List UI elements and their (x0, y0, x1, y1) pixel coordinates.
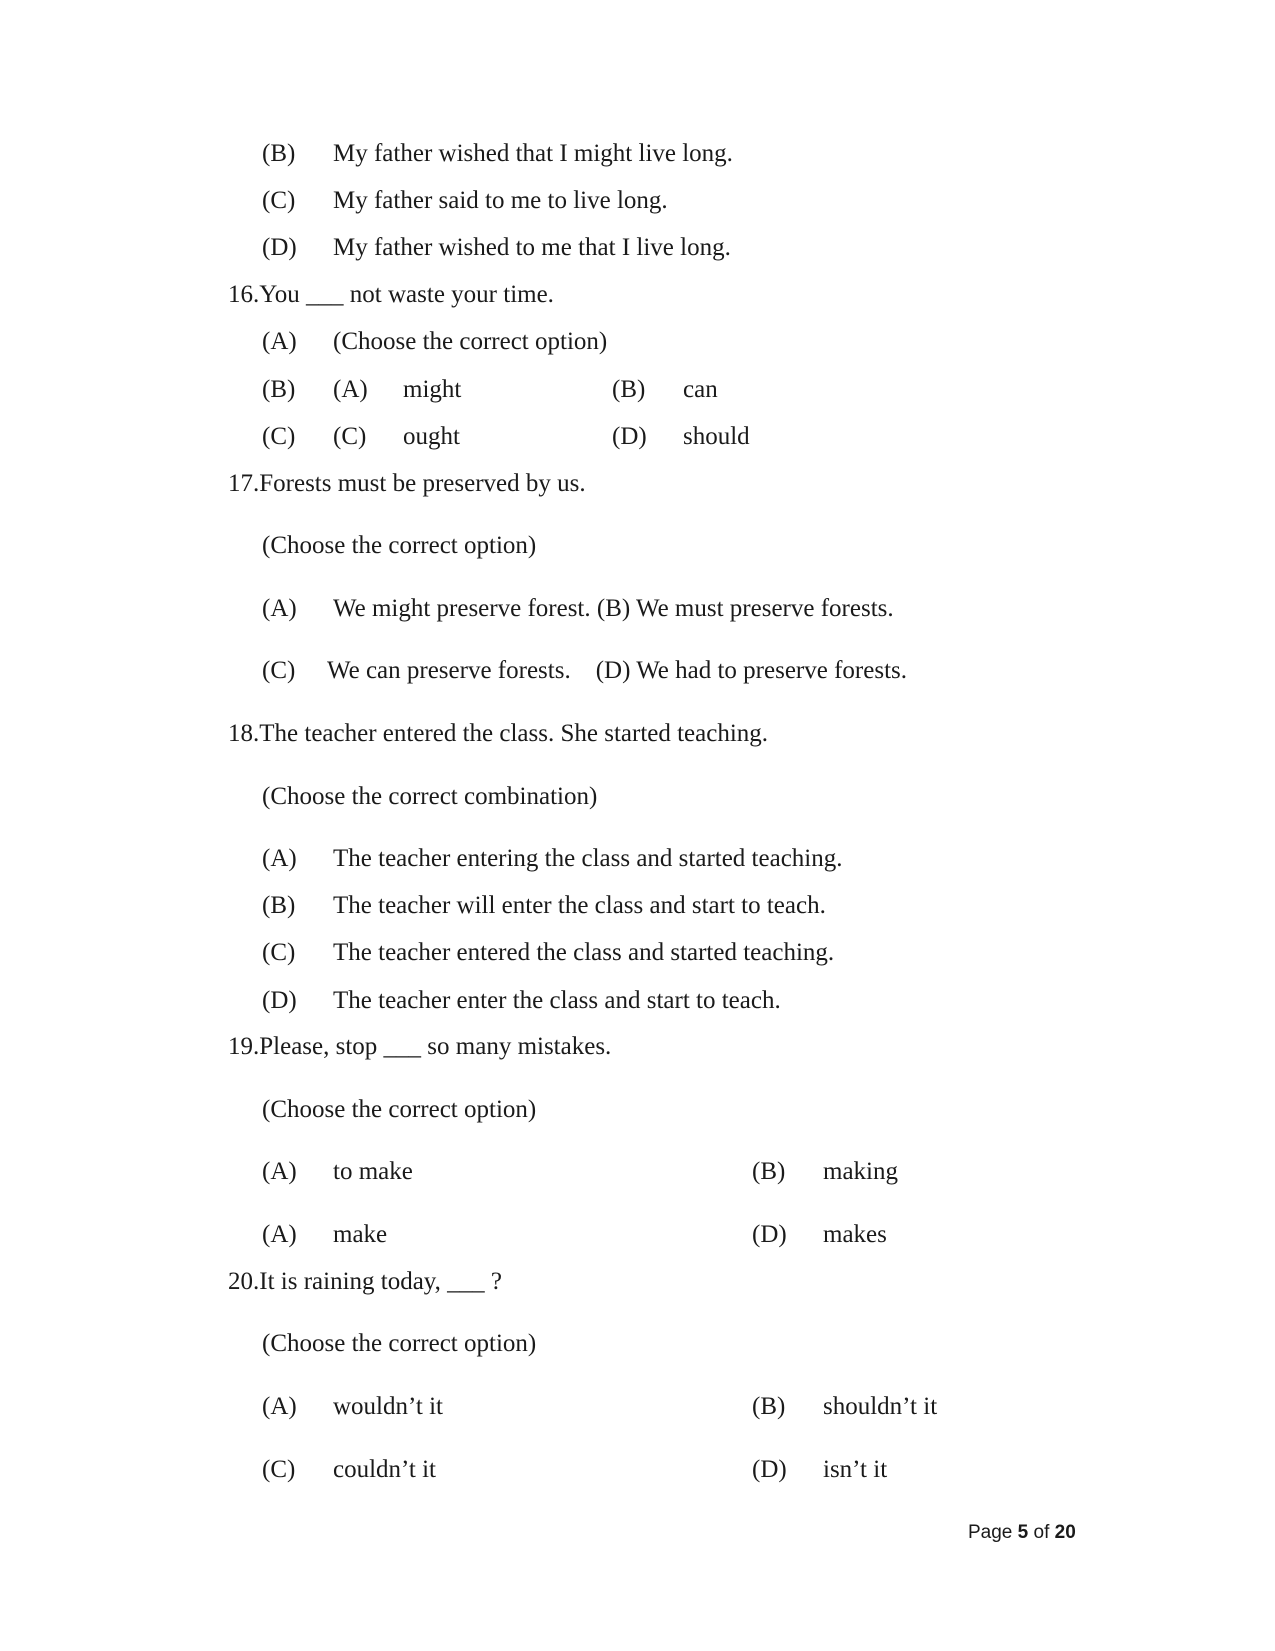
q19-option-a-text: to make (333, 1158, 413, 1185)
q20-option-d-text: isn’t it (823, 1456, 888, 1483)
q19-stem: 19.Please, stop ___ so many mistakes. (228, 1033, 612, 1060)
footer-page-word: Page (968, 1522, 1013, 1543)
q20-option-b-letter: (B) (752, 1393, 786, 1420)
q17-line1-letter: (A) (262, 595, 297, 622)
q16-row-c-letter: (C) (262, 423, 296, 450)
q20-stem: 20.It is raining today, ___ ? (228, 1268, 503, 1295)
q16-option-a-text: might (403, 376, 462, 403)
q18-option-b-text: The teacher will enter the class and start to teach. (333, 892, 826, 919)
q18-stem: 18.The teacher entered the class. She started teaching. (228, 720, 769, 747)
q16-option-d-letter: (D) (612, 423, 647, 450)
q16-row-b-letter: (B) (262, 376, 296, 403)
q17-instruction: (Choose the correct option) (262, 532, 537, 559)
q20-option-c-letter: (C) (262, 1456, 296, 1483)
q15-option-b-text: My father wished that I might live long. (333, 140, 733, 167)
q19-option-d-letter: (D) (752, 1221, 787, 1248)
q20-option-c-text: couldn’t it (333, 1456, 437, 1483)
footer-of-word: of (1033, 1522, 1050, 1543)
q15-option-d-text: My father wished to me that I live long. (333, 234, 731, 261)
q16-option-c-letter: (C) (333, 423, 367, 450)
q18-option-b-letter: (B) (262, 892, 296, 919)
q20-option-a-letter: (A) (262, 1393, 297, 1420)
q20-option-a-text: wouldn’t it (333, 1393, 443, 1420)
q18-option-c-text: The teacher entered the class and started teaching. (333, 939, 835, 966)
q17-line2-text: We can preserve forests. (D) We had to preserve forests. (327, 657, 908, 684)
q16-option-c-text: ought (403, 423, 460, 450)
q16-option-b-text: can (683, 376, 718, 403)
q16-stem: 16.You ___ not waste your time. (228, 281, 554, 308)
q19-instruction: (Choose the correct option) (262, 1096, 537, 1123)
q17-line2-letter: (C) (262, 657, 296, 684)
q18-option-c-letter: (C) (262, 939, 296, 966)
q16-option-a-letter: (A) (333, 376, 368, 403)
q15-option-d-letter: (D) (262, 234, 297, 261)
q15-option-c-text: My father said to me to live long. (333, 187, 668, 214)
q20-instruction: (Choose the correct option) (262, 1330, 537, 1357)
q18-option-a-letter: (A) (262, 845, 297, 872)
q20-option-b-text: shouldn’t it (823, 1393, 938, 1420)
page-number-footer (968, 1521, 1076, 1545)
q20-option-d-letter: (D) (752, 1456, 787, 1483)
q19-option-c-letter: (A) (262, 1221, 297, 1248)
q15-option-b-letter: (B) (262, 140, 296, 167)
q19-option-c-text: make (333, 1221, 388, 1248)
q15-option-c-letter: (C) (262, 187, 296, 214)
q18-option-a-text: The teacher entering the class and started teaching. (333, 845, 843, 872)
q19-option-d-text: makes (823, 1221, 887, 1248)
q16-option-b-letter: (B) (612, 376, 646, 403)
footer-current-page: 5 (1017, 1522, 1029, 1543)
q19-option-b-letter: (B) (752, 1158, 786, 1185)
q17-stem: 17.Forests must be preserved by us. (228, 470, 586, 497)
q19-option-b-text: making (823, 1158, 898, 1185)
q18-instruction: (Choose the correct combination) (262, 783, 598, 810)
q16-instruction: (Choose the correct option) (333, 328, 608, 355)
q16-option-d-text: should (683, 423, 750, 450)
footer-total-pages: 20 (1054, 1522, 1076, 1543)
q18-option-d-letter: (D) (262, 987, 297, 1014)
q18-option-d-text: The teacher enter the class and start to teach. (333, 987, 781, 1014)
q16-row-a-letter: (A) (262, 328, 297, 355)
q17-line1-text: We might preserve forest. (B) We must preserve forests. (333, 595, 894, 622)
q19-option-a-letter: (A) (262, 1158, 297, 1185)
